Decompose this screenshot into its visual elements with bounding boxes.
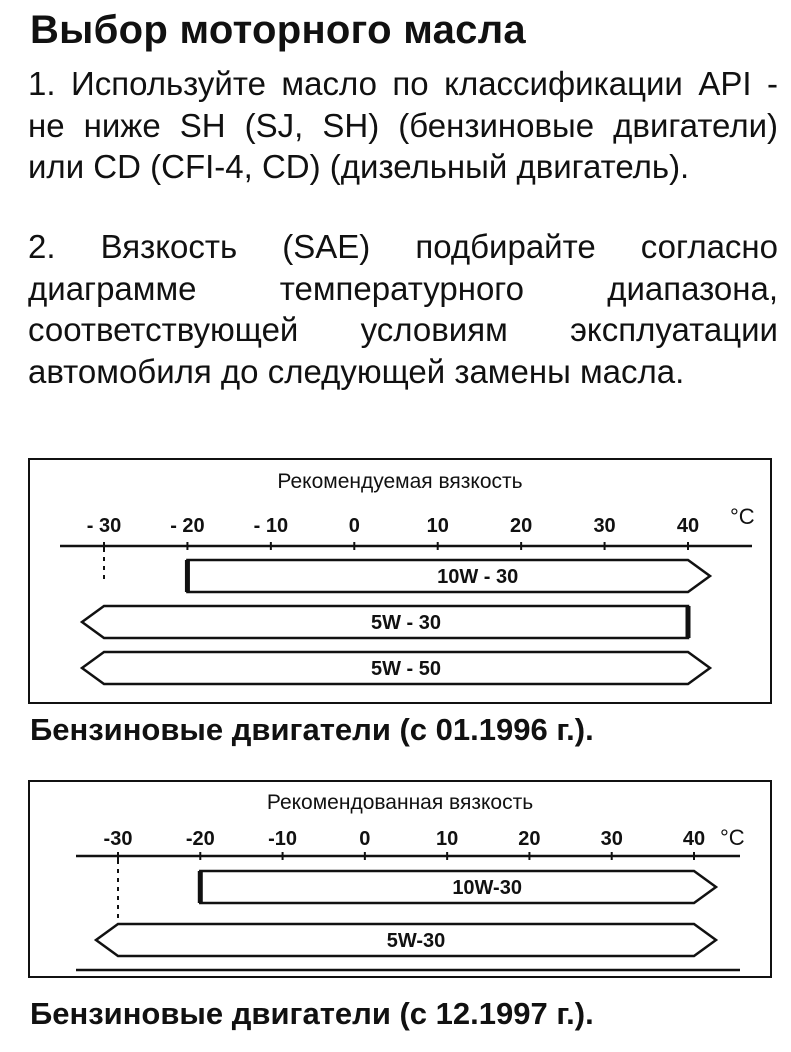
page-title: Выбор моторного масла [30, 8, 526, 52]
tick-label: 0 [348, 515, 360, 537]
unit-label: °C [730, 504, 755, 529]
paragraph-api: 1. Используйте масло по классификации API - не ниже SH (SJ, SH) (бензиновые двигатели) или CD (CFI-4, CD) (дизельный двигатель). [28, 65, 778, 185]
viscosity-chart-1996 [28, 458, 772, 704]
band-label: 5W - 50 [370, 658, 442, 680]
tick-label: 30 [593, 515, 616, 537]
tick-label: - 20 [170, 515, 205, 537]
unit-label: °C [720, 825, 745, 850]
tick-label: 20 [510, 515, 533, 537]
band-label: 10W - 30 [437, 566, 519, 588]
chart-svg-1997 [30, 782, 770, 976]
band-label: 5W - 30 [370, 612, 442, 634]
chart-svg-1996 [30, 460, 770, 702]
chart-caption-1996: Бензиновые двигатели (с 01.1996 г.). [30, 712, 594, 747]
tick-label: 30 [600, 828, 623, 850]
band-label: 10W-30 [452, 877, 522, 899]
chart-caption-1997: Бензиновые двигатели (с 12.1997 г.). [30, 996, 594, 1031]
tick-label: 10 [436, 828, 459, 850]
tick-label: -20 [185, 828, 215, 850]
paragraph-viscosity: 2. Вязкость (SAE) подбирайте согласно диаграмме температурного диапазона, соответствующей условиям эксплуатации автомобиля до следующей замены масла. [28, 228, 778, 390]
band-label: 5W-30 [386, 930, 446, 952]
tick-label: - 30 [86, 515, 122, 537]
tick-label: -10 [268, 828, 298, 850]
tick-label: 40 [676, 515, 700, 537]
tick-label: 20 [518, 828, 541, 850]
chart-title: Рекомендуемая вязкость [277, 470, 523, 493]
tick-label: -30 [103, 828, 133, 850]
tick-label: - 10 [253, 515, 289, 537]
viscosity-chart-1997 [28, 780, 772, 978]
tick-label: 0 [359, 828, 371, 850]
tick-label: 40 [682, 828, 706, 850]
chart-title: Рекомендованная вязкость [266, 791, 534, 814]
tick-label: 10 [426, 515, 449, 537]
